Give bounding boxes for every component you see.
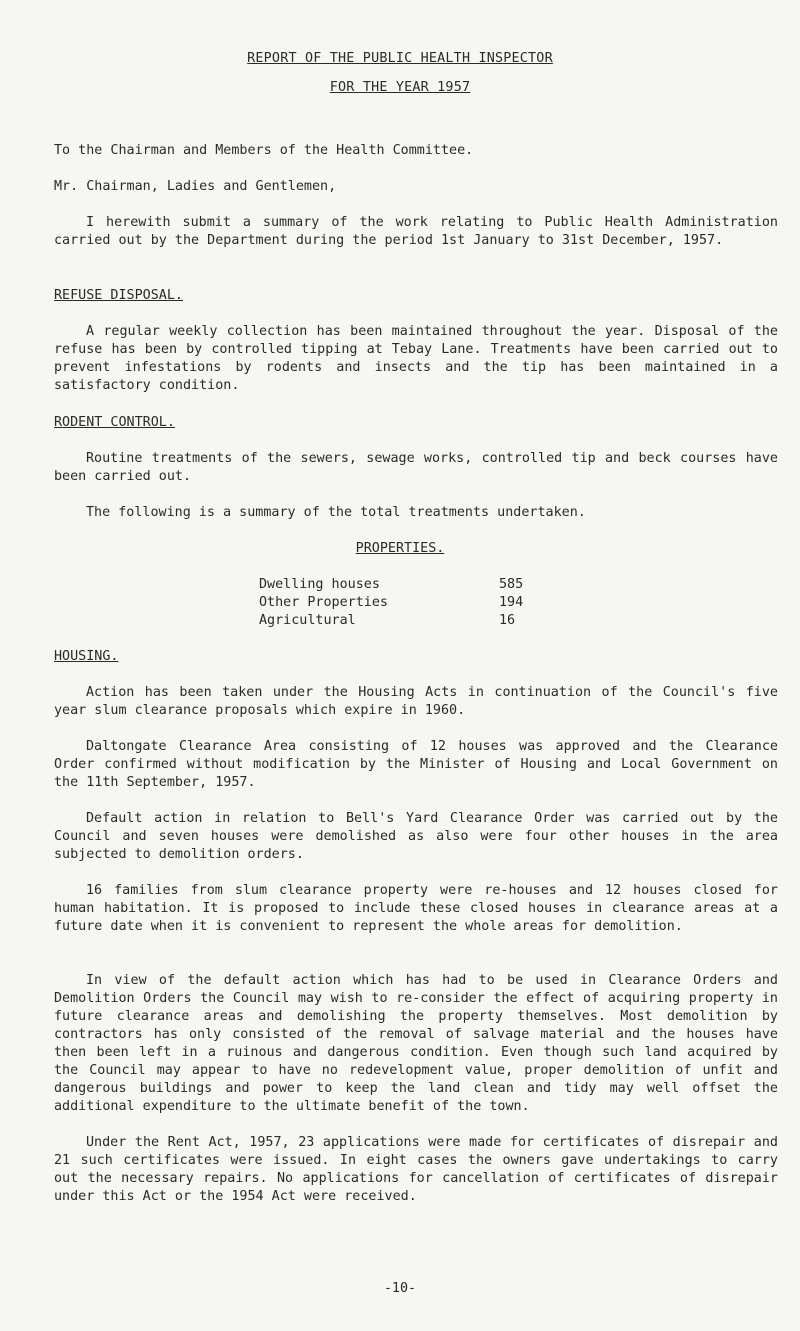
housing-paragraph: Daltongate Clearance Area consisting of 12 houses was approved and the Clearance Order confirmed without modification by the Minister of Housing and Local Government on the 11th September, 1957. bbox=[54, 739, 778, 790]
property-count: 194 bbox=[499, 595, 524, 610]
property-label: Other Properties bbox=[259, 595, 388, 610]
housing-paragraph: In view of the default action which has had to be used in Clearance Orders and Demolition Orders the Council may wish to re-consider the effect of acquiring property in future clearance areas and demolishing the property themselves. Most demolition by contractors has only consisted of the removal of salvage material and the houses have then been left in a ruinous and dangerous condition. Even though such land acquired by the Council may appear to have no redevelopment value, proper demolition of unfit and dangerous buildings and power to keep the land clean and tidy may well offset the additional expenditure to the ultimate benefit of the town. bbox=[54, 973, 778, 1114]
property-count: 16 bbox=[499, 613, 516, 628]
properties-heading: PROPERTIES. bbox=[355, 541, 445, 556]
housing-paragraph: Default action in relation to Bell's Yard Clearance Order was carried out by the Council and seven houses were demolished as also were four other houses in the area subjected to demolition orders. bbox=[54, 811, 778, 862]
greeting: Mr. Chairman, Ladies and Gentlemen, bbox=[54, 179, 337, 194]
report-title: REPORT OF THE PUBLIC HEALTH INSPECTOR bbox=[247, 51, 553, 66]
intro-paragraph: I herewith submit a summary of the work relating to Public Health Administration carried out by the Department during the period 1st January to 31st December, 1957. bbox=[54, 215, 778, 248]
housing-paragraph: 16 families from slum clearance property were re-houses and 12 houses closed for human habitation. It is proposed to include these closed houses in clearance areas at a future date when it is convenient to represent the whole areas for demolition. bbox=[54, 883, 778, 934]
salutation: To the Chairman and Members of the Health Committee. bbox=[54, 143, 474, 158]
housing-heading: HOUSING. bbox=[54, 649, 119, 664]
refuse-paragraph: A regular weekly collection has been maintained throughout the year. Disposal of the refuse has been by controlled tipping at Tebay Lane. Treatments have been carried out to prevent infestations by rodents and insects and the tip has been maintained in a satisfactory condition. bbox=[54, 324, 778, 393]
housing-paragraph: Under the Rent Act, 1957, 23 applications were made for certificates of disrepair and 21 such certificates were issued. In eight cases the owners gave undertakings to carry out the necessary repairs. No applications for cancellation of certificates of disrepair under this Act or the 1954 Act were received. bbox=[54, 1135, 778, 1204]
refuse-heading: REFUSE DISPOSAL. bbox=[54, 288, 183, 303]
report-year: FOR THE YEAR 1957 bbox=[329, 80, 471, 95]
property-count: 585 bbox=[499, 577, 524, 592]
page-number: -10- bbox=[383, 1281, 417, 1296]
property-label: Dwelling houses bbox=[259, 577, 380, 592]
rodent-paragraph-2: The following is a summary of the total treatments undertaken. bbox=[86, 505, 586, 520]
property-label: Agricultural bbox=[259, 613, 356, 628]
rodent-paragraph-1: Routine treatments of the sewers, sewage works, controlled tip and beck courses have been carried out. bbox=[54, 451, 778, 484]
rodent-heading: RODENT CONTROL. bbox=[54, 415, 175, 430]
housing-paragraph: Action has been taken under the Housing Acts in continuation of the Council's five year slum clearance proposals which expire in 1960. bbox=[54, 685, 778, 718]
